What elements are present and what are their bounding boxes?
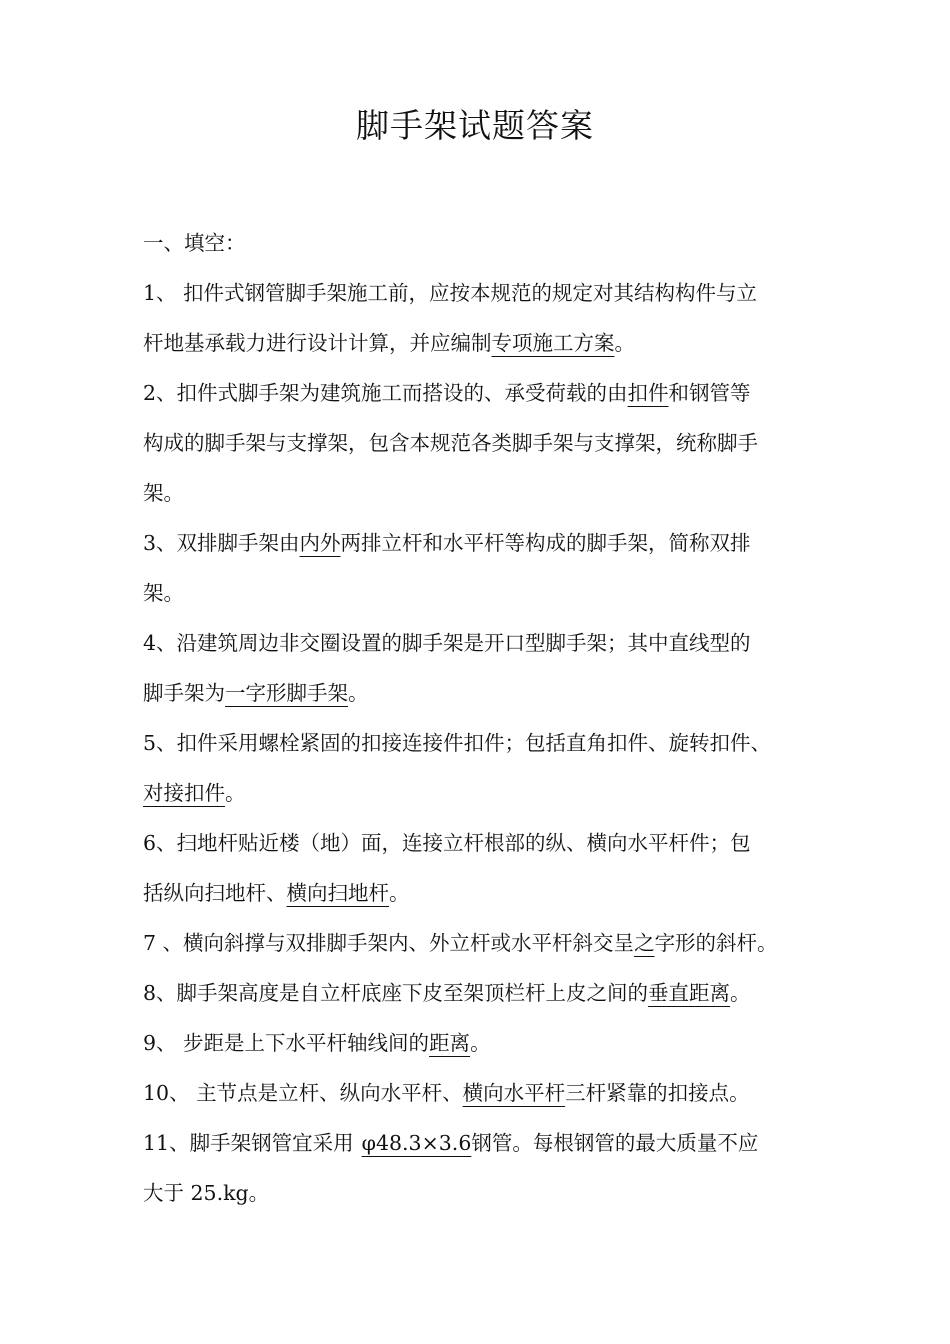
page-title: 脚手架试题答案 [356, 106, 594, 145]
question-text: 两排立杆和水平杆等构成的脚手架，简称双排 [340, 531, 751, 555]
question-text: 脚手架为 [143, 681, 225, 705]
answer-blank: 横向水平杆 [462, 1081, 566, 1105]
question-text: 1、 扣件式钢管脚手架施工前，应按本规范的规定对其结构构件与立 [143, 281, 758, 305]
question-text: 7 、横向斜撑与双排脚手架内、外立杆或水平杆斜交呈 [143, 931, 635, 955]
question-text: 钢管。每根钢管的最大质量不应 [471, 1131, 759, 1155]
question-text: 。 [389, 881, 410, 905]
answer-blank: 一字形脚手架 [225, 681, 348, 705]
question-text: 三杆紧靠的扣接点。 [565, 1081, 750, 1105]
question-item-11 [143, 1118, 815, 1218]
question-item-2 [143, 368, 815, 518]
answer-blank: 专项施工方案 [491, 331, 615, 355]
answer-blank: 对接扣件 [143, 781, 225, 805]
document-body [143, 218, 815, 1218]
question-text: 架。 [143, 481, 184, 505]
question-item-3 [143, 518, 815, 618]
question-text: 。 [470, 1031, 491, 1055]
answer-blank: 距离 [429, 1031, 471, 1055]
question-item-9 [143, 1018, 815, 1068]
question-item-6 [143, 818, 815, 918]
question-text: 9、 步距是上下水平杆轴线间的 [143, 1031, 430, 1055]
question-text: 括纵向扫地杆、 [143, 881, 287, 905]
question-item-8 [143, 968, 815, 1018]
question-text: 2、扣件式脚手架为建筑施工而搭设的、承受荷载的由 [143, 381, 628, 405]
question-text: 8、脚手架高度是自立杆底座下皮至架顶栏杆上皮之间的 [143, 981, 649, 1005]
section-heading: 一、填空： [143, 231, 246, 255]
question-text: 构成的脚手架与支撑架，包含本规范各类脚手架与支撑架，统称脚手 [143, 431, 758, 455]
question-item-7 [143, 918, 815, 968]
question-text: 。 [614, 331, 635, 355]
question-text: 6、扫地杆贴近楼（地）面，连接立杆根部的纵、横向水平杆件；包 [143, 831, 751, 855]
question-item-5 [143, 718, 815, 818]
answer-blank: 垂直距离 [648, 981, 731, 1005]
question-text: 10、 主节点是立杆、纵向水平杆、 [143, 1081, 463, 1105]
question-text: 11、脚手架钢管宜采用 [143, 1131, 354, 1155]
answer-blank: 之 [634, 931, 655, 955]
question-item-10 [143, 1068, 815, 1118]
answer-blank: 内外 [299, 531, 341, 555]
answer-blank: 横向扫地杆 [286, 881, 389, 905]
question-item-1 [143, 268, 815, 368]
question-text: 5、扣件采用螺栓紧固的扣接连接件扣件；包括直角扣件、旋转扣件、 [143, 731, 772, 755]
answer-blank: 扣件 [627, 381, 669, 405]
question-text: 大于 25.kg。 [143, 1181, 270, 1205]
question-text: 3、双排脚手架由 [143, 531, 300, 555]
question-text: 字形的斜杆。 [654, 931, 778, 955]
answer-blank: φ48.3×3.6 [361, 1131, 472, 1155]
question-text: 架。 [143, 581, 184, 605]
question-text: 杆地基承载力进行设计计算，并应编制 [143, 331, 492, 355]
question-item-4 [143, 618, 815, 718]
question-text: 和钢管等 [668, 381, 751, 405]
question-text: 4、沿建筑周边非交圈设置的脚手架是开口型脚手架；其中直线型的 [143, 631, 751, 655]
question-text: 。 [225, 781, 246, 805]
question-text: 。 [348, 681, 369, 705]
question-text: 。 [730, 981, 751, 1005]
